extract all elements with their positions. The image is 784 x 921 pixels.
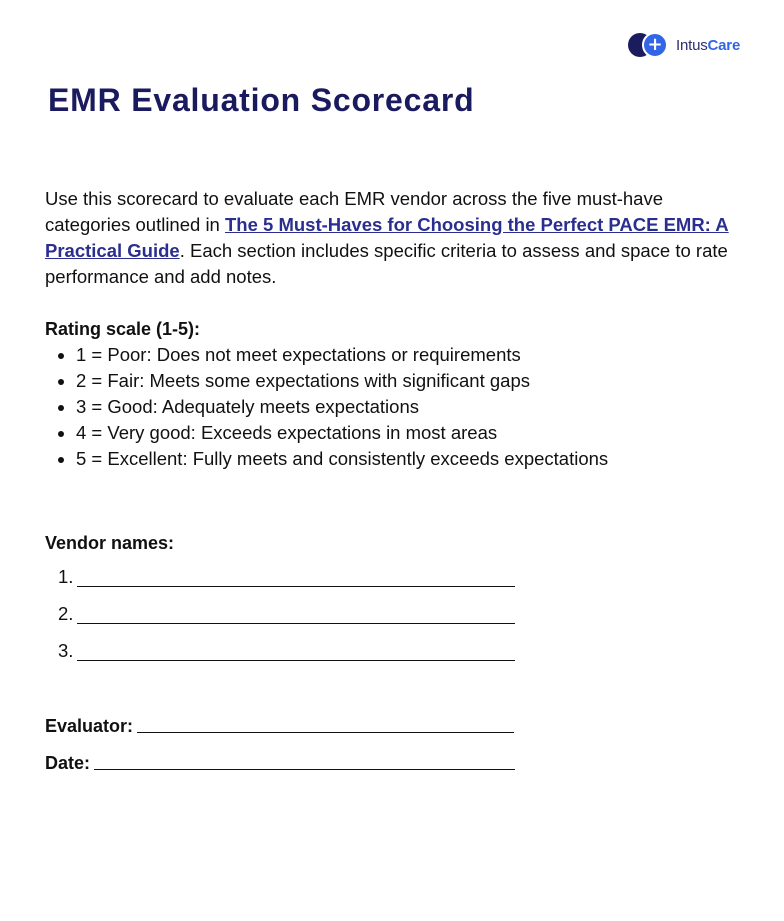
vendor-names-section bbox=[45, 530, 174, 667]
vendor-entry bbox=[45, 593, 174, 630]
vendor-names-list bbox=[45, 556, 174, 667]
intuscare-logo bbox=[628, 32, 740, 58]
vendor-name-blank-line[interactable] bbox=[77, 660, 515, 661]
intro-text-before: Use this scorecard to evaluate each EMR vendor across the five must-have categories outlined in bbox=[45, 188, 663, 235]
rating-scale-section bbox=[45, 316, 608, 472]
date-blank-line[interactable] bbox=[94, 768, 515, 770]
vendor-names-heading: Vendor names: bbox=[45, 533, 175, 553]
vendor-name-blank-line[interactable] bbox=[77, 623, 515, 624]
intro-text-after: . Each section includes specific criteria to assess and space to rate performance and add notes. bbox=[45, 240, 728, 287]
evaluator-field bbox=[45, 716, 514, 737]
rating-scale-item: • 1 = Poor: Does not meet expectations or requirements bbox=[76, 342, 608, 368]
vendor-entry-number: 1. bbox=[58, 566, 74, 587]
date-field bbox=[45, 753, 515, 774]
rating-scale-item: • 4 = Very good: Exceeds expectations in most areas bbox=[76, 420, 608, 446]
intro-paragraph bbox=[45, 186, 735, 290]
rating-scale-heading: Rating scale (1-5): bbox=[45, 319, 201, 339]
plus-icon: + bbox=[642, 32, 668, 58]
vendor-name-blank-line[interactable] bbox=[77, 586, 515, 587]
logo-wordmark-care: Care bbox=[707, 36, 741, 54]
evaluator-blank-line[interactable] bbox=[137, 731, 514, 733]
rating-scale-item: • 5 = Excellent: Fully meets and consistently exceeds expectations bbox=[76, 446, 608, 472]
rating-scale-item: • 3 = Good: Adequately meets expectations bbox=[76, 394, 608, 420]
page-title: EMR Evaluation Scorecard bbox=[48, 82, 475, 118]
vendor-entry-number: 3. bbox=[58, 640, 74, 661]
intuscare-logo-icon bbox=[628, 32, 668, 58]
vendor-entry bbox=[45, 630, 174, 667]
date-label: Date: bbox=[45, 753, 91, 773]
vendor-entry bbox=[45, 556, 174, 593]
logo-wordmark-intus: Intus bbox=[676, 36, 708, 54]
rating-scale-item: • 2 = Fair: Meets some expectations with significant gaps bbox=[76, 368, 608, 394]
rating-scale-list bbox=[45, 342, 608, 472]
logo-wordmark bbox=[676, 37, 740, 54]
evaluator-label: Evaluator: bbox=[45, 716, 134, 736]
guide-link[interactable]: The 5 Must-Haves for Choosing the Perfect PACE EMR: A Practical Guide bbox=[45, 214, 729, 261]
vendor-entry-number: 2. bbox=[58, 603, 74, 624]
